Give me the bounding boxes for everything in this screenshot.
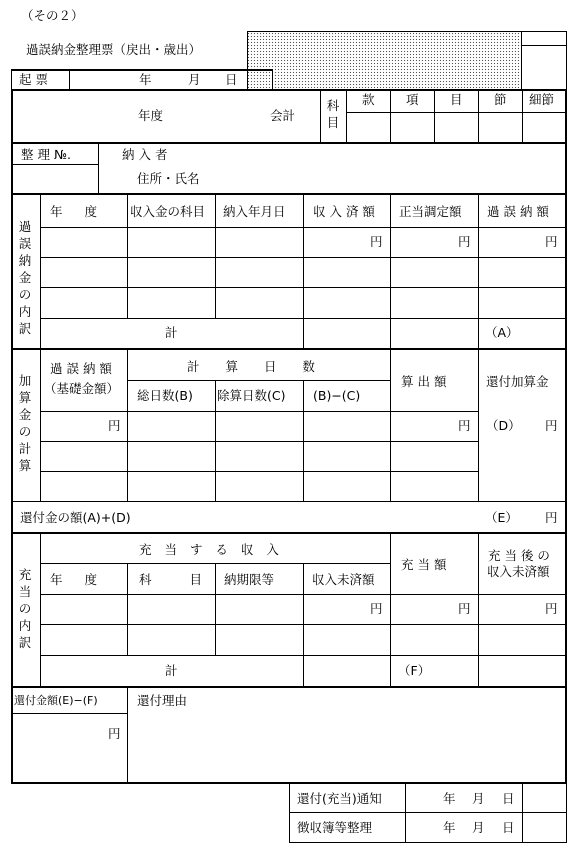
unpaid-yen-unit: 円 <box>370 601 383 616</box>
accounting-label: 会計 <box>270 108 296 123</box>
refund-notice-label: 還付(充当)通知 <box>297 791 382 806</box>
overpay-section-label: 過誤納金の内訳 <box>18 219 32 336</box>
excluded-days-header: 除算日数(C) <box>217 388 286 403</box>
income-item-header: 収入金の科目 <box>130 204 206 219</box>
mark-f: （F） <box>398 663 431 678</box>
ledger-year: 年 <box>443 820 456 835</box>
overpay-total-label: 計 <box>165 325 178 340</box>
seiri-no-label: 整 理 №. <box>21 147 71 162</box>
ledger-month: 月 <box>472 820 485 835</box>
kihyo-year: 年 <box>139 72 152 87</box>
shaded-area <box>247 32 521 89</box>
kan-header: 款 <box>362 92 375 107</box>
received-yen-unit: 円 <box>370 234 383 249</box>
calculated-amount-header: 算 出 額 <box>401 374 447 389</box>
net-days-header: (B)−(C) <box>313 388 361 403</box>
base-yen-unit: 円 <box>108 418 121 433</box>
due-date-header: 納期限等 <box>224 572 275 587</box>
kihyo-label: 起 票 <box>19 72 48 87</box>
kihyo-day: 日 <box>225 72 238 87</box>
kihyo-month: 月 <box>188 72 201 87</box>
mark-e: （E） <box>485 510 518 525</box>
surcharge-yen-unit: 円 <box>545 418 558 433</box>
notice-month: 月 <box>472 791 485 806</box>
ledger-day: 日 <box>502 820 515 835</box>
kamoku-label: 科目 <box>326 98 340 130</box>
ledger-label: 徴収簿等整理 <box>297 820 373 835</box>
mark-d: （D） <box>486 418 521 433</box>
base-amount-header-1: 過 誤 納 額 <box>50 361 112 376</box>
allocation-section-label: 充当の内訳 <box>18 567 32 650</box>
refund-amount-yen-unit: 円 <box>108 726 121 741</box>
surcharge-section-label: 加算金の計算 <box>18 373 32 473</box>
overpaid-amount-header: 過 誤 納 額 <box>487 204 549 219</box>
allocation-total-label: 計 <box>165 663 178 678</box>
total-days-header: 総日数(B) <box>137 388 193 403</box>
overpay-year-header: 年 度 <box>50 204 97 219</box>
kou-header: 項 <box>406 92 419 107</box>
allocated-amount-header: 充 当 額 <box>401 557 447 572</box>
moku-header: 目 <box>450 92 463 107</box>
allocated-income-header: 充 当 す る 収 入 <box>139 542 279 557</box>
after-allocation-header-2: 収入未済額 <box>487 564 550 579</box>
notice-day: 日 <box>502 791 515 806</box>
form-part-label: （その２） <box>21 8 84 23</box>
calculated-yen-unit: 円 <box>458 418 471 433</box>
received-amount-header: 収 入 済 額 <box>313 204 375 219</box>
saisetsu-header: 細節 <box>529 92 555 107</box>
refund-amount-label: 還付金額(E)−(F) <box>14 694 98 707</box>
refund-surcharge-header: 還付加算金 <box>486 374 549 389</box>
payment-date-header: 納入年月日 <box>223 204 286 219</box>
allocated-yen-unit: 円 <box>458 601 471 616</box>
refund-reason-label: 還付理由 <box>137 693 188 708</box>
mark-a: （A） <box>485 325 519 340</box>
payer-label: 納 入 者 <box>122 147 168 162</box>
calc-days-header: 計 算 日 数 <box>187 359 315 374</box>
refund-total-label: 還付金の額(A)+(D) <box>20 510 131 525</box>
form-title: 過誤納金整理票（戻出・歳出） <box>26 42 202 57</box>
allocation-year-header: 年 度 <box>50 572 97 587</box>
overpaid-yen-unit: 円 <box>545 234 558 249</box>
fiscal-year-label: 年度 <box>138 108 164 123</box>
after-allocation-header-1: 充 当 後 の <box>488 548 550 563</box>
after-allocation-yen-unit: 円 <box>545 601 558 616</box>
base-amount-header-2: （基礎金額） <box>44 381 120 396</box>
allocation-item-header: 科 目 <box>139 572 202 587</box>
setsu-header: 節 <box>494 92 507 107</box>
proper-yen-unit: 円 <box>458 234 471 249</box>
unpaid-amount-header: 収入未済額 <box>312 572 375 587</box>
address-name-label: 住所・氏名 <box>137 171 200 186</box>
refund-total-yen-unit: 円 <box>545 510 558 525</box>
notice-year: 年 <box>443 791 456 806</box>
proper-assessed-header: 正当調定額 <box>399 204 462 219</box>
